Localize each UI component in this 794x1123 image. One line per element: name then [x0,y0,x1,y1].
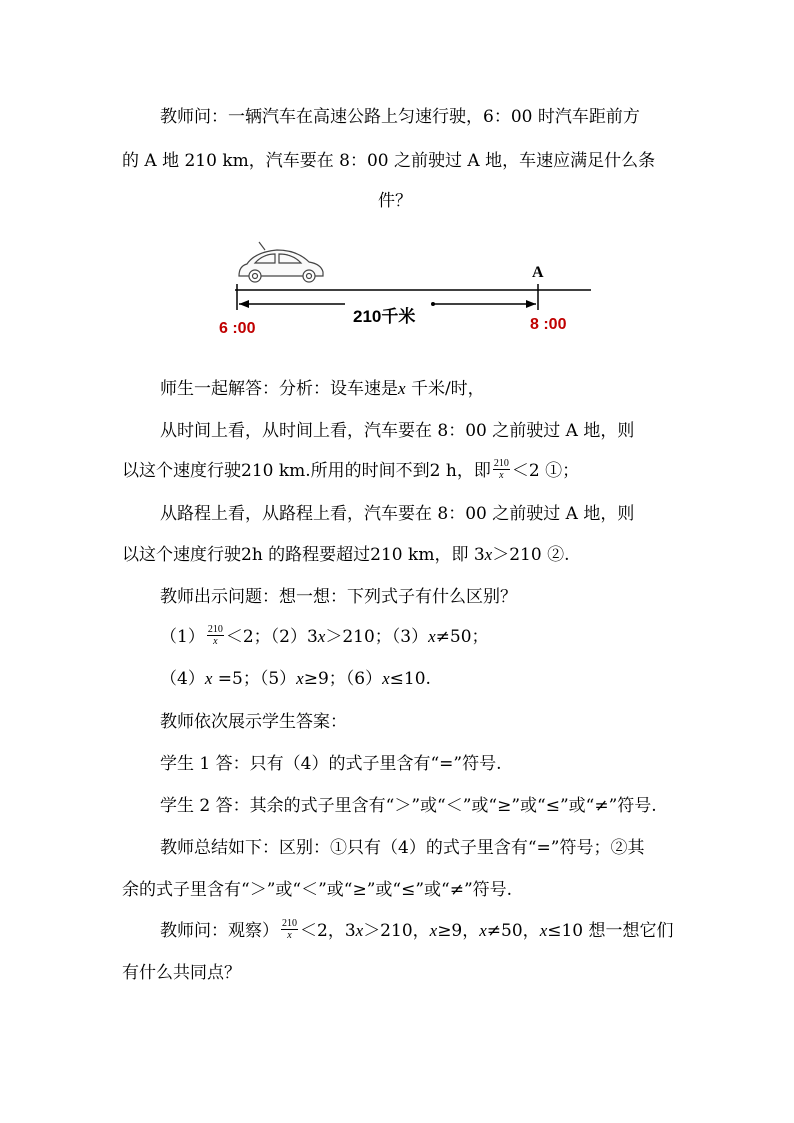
fraction-denominator: x [499,470,504,481]
fraction-denominator: x [287,930,292,941]
student-1-answer: 学生 1 答：只有（4）的式子里含有“=”符号. [160,754,502,774]
expr-6: ≤10. [389,669,431,689]
fraction-numerator: 210 [493,458,509,469]
summary-line-1: 教师总结如下：区别：①只有（4）的式子里含有“=”符号；②其 [160,838,645,858]
expr-5-6: ≥9；（6） [303,669,383,689]
time-line-2-text: 以这个速度行驶210 km.所用的时间不到2 h，即 [122,461,491,481]
expr-label-1: （1） [160,627,205,647]
fraction [493,458,510,481]
summary-line-2: 余的式子里含有“＞”或“＜”或“≥”或“≤”或“≠”符号. [122,880,513,900]
answers-intro: 教师依次展示学生答案： [160,712,347,732]
arrowhead-right [526,300,536,308]
fraction [281,918,298,941]
variable-x: x [355,921,364,940]
observe-part-5: ≤10 想一想它们 [547,921,674,941]
end-time-label: 8 :00 [530,316,567,333]
variable-x: x [382,669,390,688]
dist-line-2 [122,544,569,566]
inequality-1: ＜2 ①； [511,461,580,481]
arrowhead-left [239,300,249,308]
observe-part-3: ≥9， [437,921,480,941]
observe-intro: 教师问：观察） [160,921,279,941]
variable-x: x [317,627,326,646]
problem-line-3: 件？ [378,191,412,211]
variable-x: x [539,921,548,940]
analysis-intro-unit: 千米/时， [405,379,485,399]
fraction-numerator: 210 [282,918,297,929]
expressions-row-2 [160,668,431,690]
analysis-intro-text: 师生一起解答：分析：设车速是 [160,379,398,399]
analysis-intro [160,378,485,400]
variable-x: x [484,545,493,564]
time-line-1: 从时间上看，从时间上看，汽车要在 8：00 之前驶过 A 地，则 [160,421,635,441]
observe-part-4: ≠50， [486,921,540,941]
point-a-label: A [532,264,544,281]
observe-part-2: ＞210， [363,921,430,941]
fraction [207,624,224,647]
problem-line-1: 教师问：一辆汽车在高速公路上匀速行驶，6：00 时汽车距前方 [160,107,640,127]
variable-x: x [429,921,438,940]
expressions-row-1 [160,626,489,649]
car-icon [239,242,323,282]
dist-line-1: 从路程上看，从路程上看，汽车要在 8：00 之前驶过 A 地，则 [160,504,635,524]
student-2-answer: 学生 2 答：其余的式子里含有“＞”或“＜”或“≥”或“≤”或“≠”符号. [160,796,657,816]
expr-label-4: （4） [160,669,205,689]
expr-3: ≠50； [435,627,489,647]
variable-x: x [296,669,304,688]
observe-part-1: ＜2，3 [300,921,356,941]
question-text: 教师出示问题：想一想：下列式子有什么区别？ [160,587,517,607]
observe-line-1 [160,920,674,943]
expr-4-5: =5；（5） [212,669,297,689]
distance-diagram [219,236,605,346]
dist-line-2-text: 以这个速度行驶2h 的路程要超过210 km，即 3 [122,545,485,565]
fraction-denominator: x [213,636,218,647]
variable-x: x [428,627,436,646]
expr-1-2: ＜2；（2）3 [225,627,318,647]
observe-line-2: 有什么共同点？ [122,963,241,983]
start-time-label: 6 :00 [219,320,256,337]
variable-x: x [479,921,487,940]
variable-x: x [204,669,213,688]
expr-2-3: ＞210；（3） [325,627,429,647]
fraction-numerator: 210 [207,624,223,635]
variable-x: x [398,379,406,398]
time-line-2 [122,460,579,483]
problem-line-2: 的 A 地 210 km，汽车要在 8：00 之前驶过 A 地，车速应满足什么条 [122,151,656,171]
distance-label: 210千米 [349,302,419,327]
inequality-2: ＞210 ②. [492,545,570,565]
